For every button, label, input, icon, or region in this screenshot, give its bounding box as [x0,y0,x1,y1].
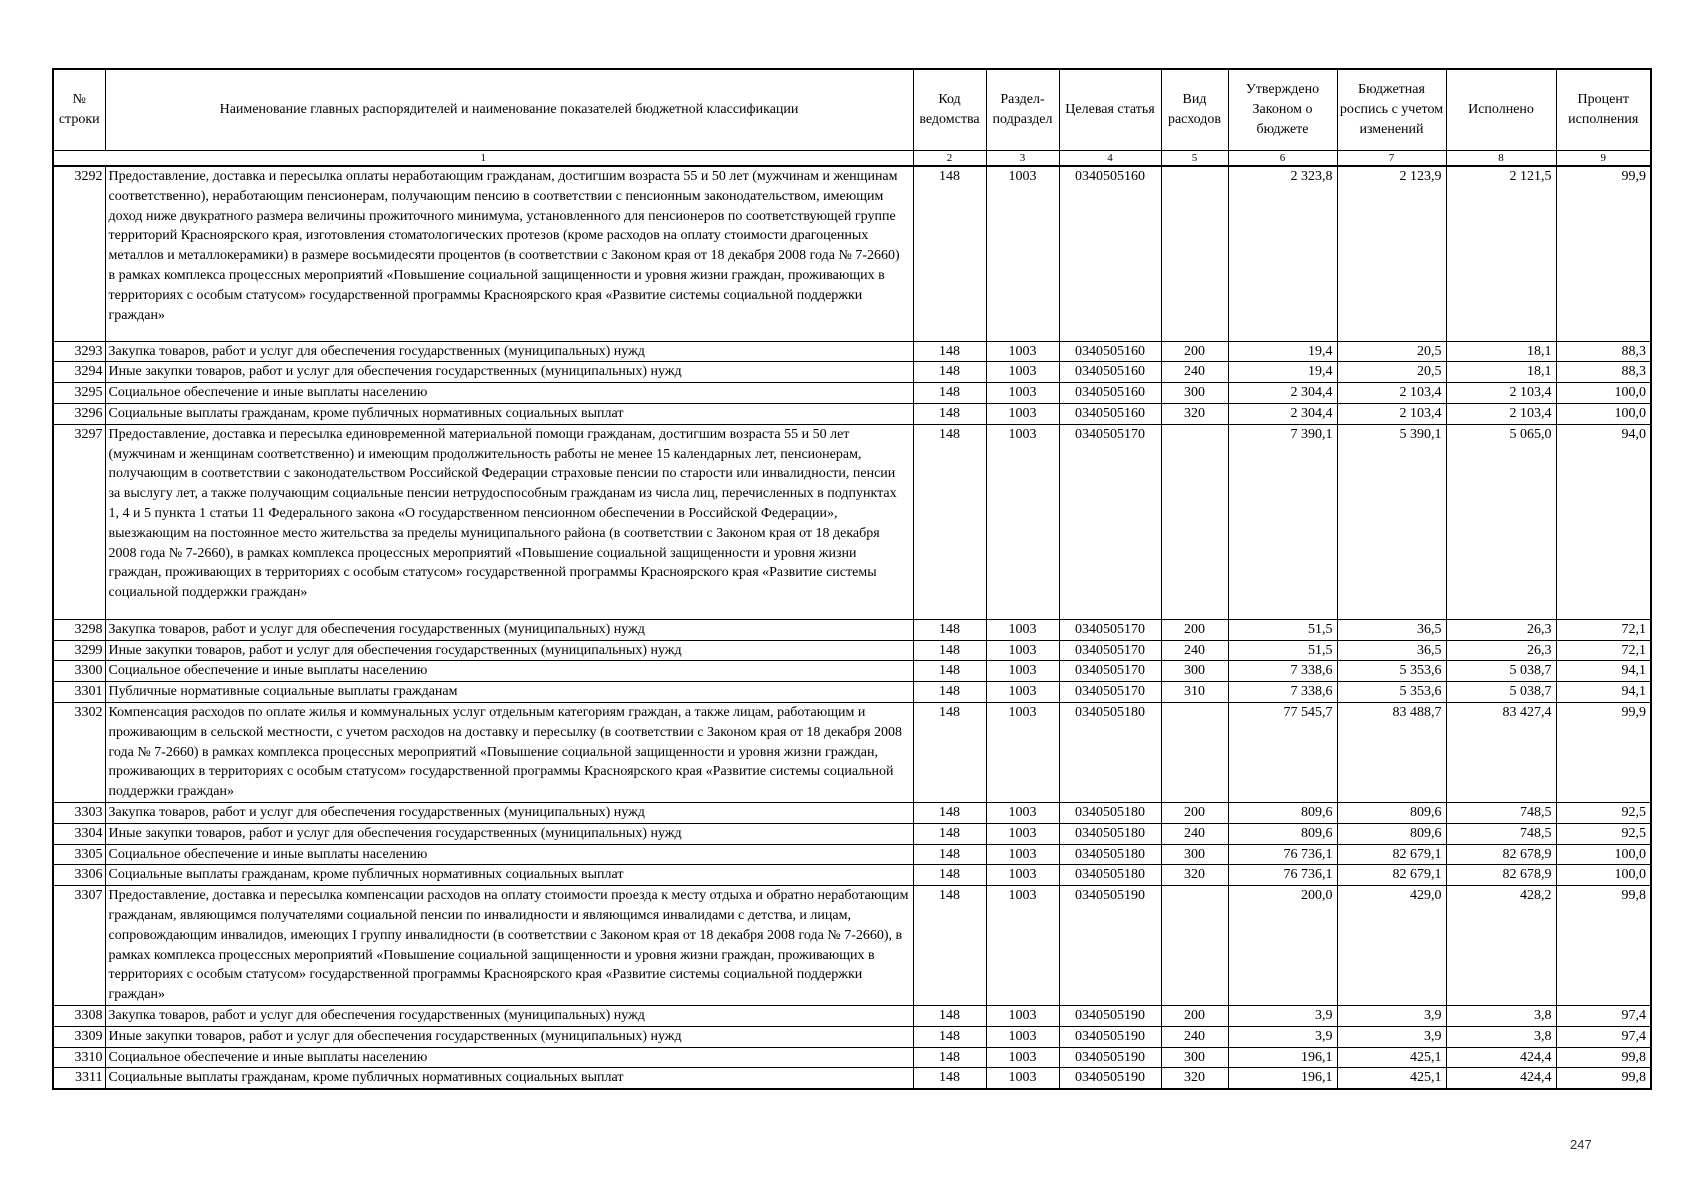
approved-cell: 2 323,8 [1228,166,1337,341]
expense-type-cell: 320 [1161,865,1228,886]
row-number-cell: 3306 [53,865,105,886]
approved-cell: 196,1 [1228,1068,1337,1089]
page-number: 247 [1570,1137,1592,1152]
budget-schedule-cell: 3,9 [1337,1006,1446,1027]
percent-cell: 94,1 [1556,661,1651,682]
expense-type-cell [1161,703,1228,803]
row-number-cell: 3309 [53,1026,105,1047]
expense-type-cell [1161,424,1228,619]
row-number-cell: 3296 [53,404,105,425]
row-number-cell: 3302 [53,703,105,803]
section-cell: 1003 [986,166,1059,341]
column-number: 8 [1446,151,1556,167]
executed-cell: 2 103,4 [1446,404,1556,425]
expense-type-cell: 300 [1161,383,1228,404]
table-row [53,404,1651,425]
table-row [53,640,1651,661]
dept-code-cell: 148 [913,803,986,824]
row-number-cell: 3301 [53,682,105,703]
budget-schedule-cell: 5 390,1 [1337,424,1446,619]
target-item-cell: 0340505190 [1059,1006,1161,1027]
percent-cell: 100,0 [1556,865,1651,886]
dept-code-cell: 148 [913,619,986,640]
section-cell: 1003 [986,1026,1059,1047]
budget-schedule-cell: 82 679,1 [1337,844,1446,865]
table-row [53,341,1651,362]
row-name-cell: Социальное обеспечение и иные выплаты населению [105,383,913,404]
executed-cell: 82 678,9 [1446,865,1556,886]
table-row [53,362,1651,383]
budget-schedule-cell: 36,5 [1337,640,1446,661]
header-budget-schedule: Бюджетная роспись с учетом изменений [1337,69,1446,151]
target-item-cell: 0340505190 [1059,1068,1161,1089]
row-name-cell: Публичные нормативные социальные выплаты гражданам [105,682,913,703]
dept-code-cell: 148 [913,404,986,425]
approved-cell: 200,0 [1228,886,1337,1006]
approved-cell: 7 338,6 [1228,661,1337,682]
row-name-cell: Иные закупки товаров, работ и услуг для обеспечения государственных (муниципальных) нужд [105,362,913,383]
approved-cell: 76 736,1 [1228,865,1337,886]
row-number-cell: 3294 [53,362,105,383]
target-item-cell: 0340505170 [1059,640,1161,661]
budget-schedule-cell: 20,5 [1337,362,1446,383]
row-number-cell: 3307 [53,886,105,1006]
percent-cell: 97,4 [1556,1006,1651,1027]
row-name-cell: Социальные выплаты гражданам, кроме публичных нормативных социальных выплат [105,404,913,425]
percent-cell: 99,8 [1556,886,1651,1006]
budget-execution-table [52,68,1652,1090]
row-number-cell: 3300 [53,661,105,682]
table-row [53,383,1651,404]
budget-schedule-cell: 425,1 [1337,1047,1446,1068]
section-cell: 1003 [986,404,1059,425]
executed-cell: 18,1 [1446,341,1556,362]
approved-cell: 19,4 [1228,362,1337,383]
row-name-cell: Иные закупки товаров, работ и услуг для обеспечения государственных (муниципальных) нужд [105,823,913,844]
executed-cell: 3,8 [1446,1006,1556,1027]
dept-code-cell: 148 [913,703,986,803]
executed-cell: 82 678,9 [1446,844,1556,865]
dept-code-cell: 148 [913,886,986,1006]
percent-cell: 94,1 [1556,682,1651,703]
row-number-cell: 3295 [53,383,105,404]
expense-type-cell: 320 [1161,1068,1228,1089]
approved-cell: 3,9 [1228,1026,1337,1047]
approved-cell: 2 304,4 [1228,383,1337,404]
header-dept-code: Код ведомства [913,69,986,151]
target-item-cell: 0340505170 [1059,661,1161,682]
approved-cell: 51,5 [1228,619,1337,640]
row-number-cell: 3305 [53,844,105,865]
section-cell: 1003 [986,619,1059,640]
percent-cell: 99,9 [1556,703,1651,803]
header-executed: Исполнено [1446,69,1556,151]
executed-cell: 424,4 [1446,1047,1556,1068]
row-number-cell: 3304 [53,823,105,844]
target-item-cell: 0340505180 [1059,844,1161,865]
row-number-cell: 3299 [53,640,105,661]
budget-table-container [52,68,1650,1090]
expense-type-cell [1161,886,1228,1006]
budget-schedule-cell: 83 488,7 [1337,703,1446,803]
approved-cell: 76 736,1 [1228,844,1337,865]
table-row [53,1006,1651,1027]
executed-cell: 83 427,4 [1446,703,1556,803]
percent-cell: 99,9 [1556,166,1651,341]
budget-schedule-cell: 20,5 [1337,341,1446,362]
expense-type-cell: 240 [1161,823,1228,844]
row-name-cell: Предоставление, доставка и пересылка оплаты неработающим гражданам, достигшим возраста 55 и 50 лет (мужчинам и женщинам соответственно), неработающим пенсионерам, получающим пенсию в соответствии с пенсионным законодательством, имеющим доход ниже двукратного размера величины прожиточного минимума, установленного для пенсионеров по соответствующей группе территорий Красноярского края, изготовления стоматологических протезов (кроме расходов на оплату стоимости драгоценных металлов и металлокерамики) в размере восьмидесяти процентов (в соответствии с Законом края от 18 декабря 2008 года № 7-2660) в рамках комплекса процессных мероприятий «Повышение социальной защищенности и уровня жизни граждан, проживающих в территориях с особым статусом» государственной программы Красноярского края «Развитие системы социальной поддержки граждан» [105,166,913,341]
row-name-cell: Иные закупки товаров, работ и услуг для обеспечения государственных (муниципальных) нужд [105,640,913,661]
percent-cell: 72,1 [1556,619,1651,640]
budget-schedule-cell: 5 353,6 [1337,682,1446,703]
column-number-row [53,151,1651,167]
column-number: 1 [53,151,913,167]
budget-schedule-cell: 425,1 [1337,1068,1446,1089]
table-row [53,1047,1651,1068]
header-target-item: Целевая статья [1059,69,1161,151]
section-cell: 1003 [986,682,1059,703]
dept-code-cell: 148 [913,1006,986,1027]
table-row [53,1026,1651,1047]
budget-schedule-cell: 36,5 [1337,619,1446,640]
budget-schedule-cell: 429,0 [1337,886,1446,1006]
expense-type-cell: 200 [1161,1006,1228,1027]
dept-code-cell: 148 [913,424,986,619]
expense-type-cell: 300 [1161,844,1228,865]
target-item-cell: 0340505160 [1059,166,1161,341]
target-item-cell: 0340505190 [1059,886,1161,1006]
executed-cell: 748,5 [1446,803,1556,824]
target-item-cell: 0340505160 [1059,341,1161,362]
dept-code-cell: 148 [913,166,986,341]
executed-cell: 3,8 [1446,1026,1556,1047]
row-number-cell: 3311 [53,1068,105,1089]
dept-code-cell: 148 [913,1068,986,1089]
approved-cell: 2 304,4 [1228,404,1337,425]
section-cell: 1003 [986,661,1059,682]
target-item-cell: 0340505160 [1059,404,1161,425]
approved-cell: 51,5 [1228,640,1337,661]
section-cell: 1003 [986,823,1059,844]
budget-schedule-cell: 5 353,6 [1337,661,1446,682]
header-approved: Утверждено Законом о бюджете [1228,69,1337,151]
percent-cell: 99,8 [1556,1047,1651,1068]
percent-cell: 72,1 [1556,640,1651,661]
section-cell: 1003 [986,1047,1059,1068]
table-row [53,823,1651,844]
column-number: 7 [1337,151,1446,167]
budget-schedule-cell: 809,6 [1337,803,1446,824]
target-item-cell: 0340505160 [1059,383,1161,404]
row-name-cell: Социальные выплаты гражданам, кроме публичных нормативных социальных выплат [105,865,913,886]
section-cell: 1003 [986,341,1059,362]
executed-cell: 428,2 [1446,886,1556,1006]
table-row [53,1068,1651,1089]
table-row [53,619,1651,640]
column-number: 4 [1059,151,1161,167]
section-cell: 1003 [986,865,1059,886]
dept-code-cell: 148 [913,865,986,886]
table-row [53,803,1651,824]
executed-cell: 748,5 [1446,823,1556,844]
target-item-cell: 0340505180 [1059,865,1161,886]
target-item-cell: 0340505170 [1059,682,1161,703]
column-number: 3 [986,151,1059,167]
row-name-cell: Предоставление, доставка и пересылка единовременной материальной помощи гражданам, достигшим возраста 55 и 50 лет (мужчинам и женщинам соответственно) и имеющим продолжительность работы не менее 15 календарных лет, пенсионерам, получающим в соответствии с законодательством Российской Федерации страховые пенсии по старости или инвалидности, пенсии за выслугу лет, а также получающим социальные пенсии нетрудоспособным гражданам из числа лиц, перечисленных в подпунктах 1, 4 и 5 пункта 1 статьи 11 Федерального закона «О государственном пенсионном обеспечении в Российской Федерации», выезжающим на постоянное место жительства за пределы муниципального района (в соответствии с Законом края от 18 декабря 2008 года № 7-2660), в рамках комплекса процессных мероприятий «Повышение социальной защищенности и уровня жизни граждан, проживающих в территориях с особым статусом» государственной программы Красноярского края «Развитие системы социальной поддержки граждан» [105,424,913,619]
table-header-row [53,69,1651,151]
budget-schedule-cell: 3,9 [1337,1026,1446,1047]
approved-cell: 809,6 [1228,823,1337,844]
executed-cell: 2 103,4 [1446,383,1556,404]
expense-type-cell: 240 [1161,362,1228,383]
approved-cell: 19,4 [1228,341,1337,362]
row-number-cell: 3293 [53,341,105,362]
header-percent: Процент исполнения [1556,69,1651,151]
table-row [53,424,1651,619]
column-number: 5 [1161,151,1228,167]
row-name-cell: Компенсация расходов по оплате жилья и коммунальных услуг отдельным категориям граждан, а также лицам, работающим и проживающим в сельской местности, с учетом расходов на доставку и пересылку (в соответствии с Законом края от 18 декабря 2008 года № 7-2660) в рамках комплекса процессных мероприятий «Повышение социальной защищенности и уровня жизни граждан, проживающих в территориях с особым статусом» государственной программы Красноярского края «Развитие системы социальной поддержки граждан» [105,703,913,803]
table-row [53,166,1651,341]
approved-cell: 77 545,7 [1228,703,1337,803]
target-item-cell: 0340505180 [1059,803,1161,824]
approved-cell: 3,9 [1228,1006,1337,1027]
expense-type-cell: 300 [1161,1047,1228,1068]
target-item-cell: 0340505190 [1059,1026,1161,1047]
section-cell: 1003 [986,844,1059,865]
table-row [53,703,1651,803]
approved-cell: 7 338,6 [1228,682,1337,703]
dept-code-cell: 148 [913,661,986,682]
target-item-cell: 0340505160 [1059,362,1161,383]
row-number-cell: 3297 [53,424,105,619]
row-name-cell: Социальное обеспечение и иные выплаты населению [105,844,913,865]
budget-schedule-cell: 2 103,4 [1337,383,1446,404]
row-name-cell: Предоставление, доставка и пересылка компенсации расходов на оплату стоимости проезда к месту отдыха и обратно неработающим гражданам, являющимся получателями социальной пенсии по инвалидности и являющимся инвалидами с детства, и лицам, сопровождающим инвалидов, имеющих I группу инвалидности (в соответствии с Законом края от 18 декабря 2008 года № 7-2660), в рамках комплекса процессных мероприятий «Повышение социальной защищенности и уровня жизни граждан, проживающих в территориях с особым статусом» государственной программы Красноярского края «Развитие системы социальной поддержки граждан» [105,886,913,1006]
target-item-cell: 0340505180 [1059,703,1161,803]
expense-type-cell: 300 [1161,661,1228,682]
dept-code-cell: 148 [913,640,986,661]
header-name: Наименование главных распорядителей и наименование показателей бюджетной классификации [105,69,913,151]
column-number: 6 [1228,151,1337,167]
expense-type-cell: 240 [1161,640,1228,661]
table-row [53,886,1651,1006]
row-name-cell: Социальные выплаты гражданам, кроме публичных нормативных социальных выплат [105,1068,913,1089]
target-item-cell: 0340505170 [1059,619,1161,640]
executed-cell: 5 038,7 [1446,661,1556,682]
row-number-cell: 3310 [53,1047,105,1068]
executed-cell: 2 121,5 [1446,166,1556,341]
table-row [53,682,1651,703]
table-row [53,661,1651,682]
budget-schedule-cell: 82 679,1 [1337,865,1446,886]
percent-cell: 97,4 [1556,1026,1651,1047]
budget-schedule-cell: 2 103,4 [1337,404,1446,425]
header-section: Раздел-подраздел [986,69,1059,151]
percent-cell: 94,0 [1556,424,1651,619]
section-cell: 1003 [986,1006,1059,1027]
row-number-cell: 3298 [53,619,105,640]
percent-cell: 88,3 [1556,341,1651,362]
executed-cell: 26,3 [1446,640,1556,661]
row-name-cell: Социальное обеспечение и иные выплаты населению [105,1047,913,1068]
row-name-cell: Социальное обеспечение и иные выплаты населению [105,661,913,682]
row-number-cell: 3308 [53,1006,105,1027]
section-cell: 1003 [986,1068,1059,1089]
expense-type-cell: 200 [1161,803,1228,824]
section-cell: 1003 [986,424,1059,619]
section-cell: 1003 [986,803,1059,824]
section-cell: 1003 [986,703,1059,803]
column-number: 2 [913,151,986,167]
percent-cell: 100,0 [1556,844,1651,865]
row-number-cell: 3292 [53,166,105,341]
percent-cell: 92,5 [1556,823,1651,844]
expense-type-cell: 200 [1161,619,1228,640]
table-row [53,865,1651,886]
expense-type-cell: 320 [1161,404,1228,425]
table-row [53,844,1651,865]
dept-code-cell: 148 [913,682,986,703]
percent-cell: 100,0 [1556,404,1651,425]
target-item-cell: 0340505180 [1059,823,1161,844]
row-number-cell: 3303 [53,803,105,824]
approved-cell: 196,1 [1228,1047,1337,1068]
section-cell: 1003 [986,640,1059,661]
percent-cell: 99,8 [1556,1068,1651,1089]
table-body [53,166,1651,1089]
percent-cell: 92,5 [1556,803,1651,824]
section-cell: 1003 [986,886,1059,1006]
column-number: 9 [1556,151,1651,167]
section-cell: 1003 [986,383,1059,404]
dept-code-cell: 148 [913,844,986,865]
percent-cell: 88,3 [1556,362,1651,383]
budget-schedule-cell: 809,6 [1337,823,1446,844]
row-name-cell: Закупка товаров, работ и услуг для обеспечения государственных (муниципальных) нужд [105,1006,913,1027]
dept-code-cell: 148 [913,383,986,404]
dept-code-cell: 148 [913,1026,986,1047]
dept-code-cell: 148 [913,362,986,383]
expense-type-cell: 240 [1161,1026,1228,1047]
approved-cell: 809,6 [1228,803,1337,824]
executed-cell: 424,4 [1446,1068,1556,1089]
row-name-cell: Закупка товаров, работ и услуг для обеспечения государственных (муниципальных) нужд [105,619,913,640]
executed-cell: 5 065,0 [1446,424,1556,619]
row-name-cell: Иные закупки товаров, работ и услуг для обеспечения государственных (муниципальных) нужд [105,1026,913,1047]
expense-type-cell [1161,166,1228,341]
approved-cell: 7 390,1 [1228,424,1337,619]
expense-type-cell: 200 [1161,341,1228,362]
executed-cell: 18,1 [1446,362,1556,383]
section-cell: 1003 [986,362,1059,383]
dept-code-cell: 148 [913,1047,986,1068]
executed-cell: 26,3 [1446,619,1556,640]
dept-code-cell: 148 [913,341,986,362]
row-name-cell: Закупка товаров, работ и услуг для обеспечения государственных (муниципальных) нужд [105,803,913,824]
row-name-cell: Закупка товаров, работ и услуг для обеспечения государственных (муниципальных) нужд [105,341,913,362]
header-row-number: № строки [53,69,105,151]
expense-type-cell: 310 [1161,682,1228,703]
target-item-cell: 0340505190 [1059,1047,1161,1068]
target-item-cell: 0340505170 [1059,424,1161,619]
budget-schedule-cell: 2 123,9 [1337,166,1446,341]
header-expense-type: Вид расходов [1161,69,1228,151]
executed-cell: 5 038,7 [1446,682,1556,703]
percent-cell: 100,0 [1556,383,1651,404]
dept-code-cell: 148 [913,823,986,844]
